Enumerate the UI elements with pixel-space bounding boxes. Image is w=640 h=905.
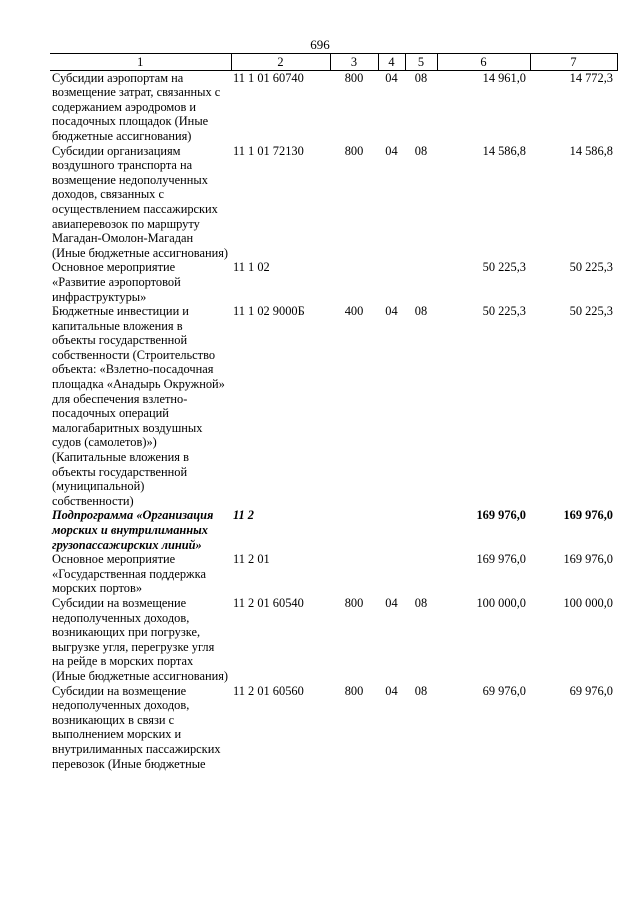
column-header: 7 — [530, 54, 617, 71]
row-subsection — [405, 508, 437, 552]
row-name: Подпрограмма «Организация морских и внутрилиманных грузопассажирских линий» — [52, 508, 214, 552]
row-code: 11 1 02 — [233, 260, 270, 275]
table-row — [50, 260, 617, 304]
row-expense-type: 800 — [344, 70, 364, 85]
column-header: 1 — [50, 54, 231, 71]
table-row — [50, 304, 617, 508]
row-section: 04 — [385, 304, 398, 319]
row-expense-type — [330, 552, 378, 596]
row-amount-1: 69 976,0 — [482, 683, 526, 698]
table-row — [50, 70, 617, 143]
table-row — [50, 552, 617, 596]
row-section: 04 — [385, 595, 398, 610]
row-amount-2: 100 000,0 — [563, 595, 613, 610]
row-subsection: 08 — [414, 70, 428, 85]
row-expense-type — [330, 508, 378, 552]
row-subsection: 08 — [414, 595, 428, 610]
row-expense-type: 800 — [344, 595, 364, 610]
row-code: 11 1 01 60740 — [233, 70, 304, 85]
row-amount-2: 14 586,8 — [569, 143, 613, 158]
row-code: 11 1 02 9000Б — [233, 304, 305, 319]
row-code: 11 1 01 72130 — [233, 143, 304, 158]
row-amount-1: 169 976,0 — [476, 508, 526, 523]
column-header: 6 — [437, 54, 530, 71]
row-name: Субсидии на возмещение недополученных доходов, возникающих в связи с выполнением морских и внутрилиманных пассажирских перевозок (Иные бюджетные — [52, 683, 221, 771]
column-header: 4 — [378, 54, 405, 71]
row-amount-2: 69 976,0 — [569, 683, 613, 698]
row-amount-2: 50 225,3 — [569, 304, 613, 319]
row-amount-2: 50 225,3 — [569, 260, 613, 275]
row-name: Основное мероприятие «Развитие аэропортовой инфраструктуры» — [52, 260, 181, 304]
row-section — [378, 552, 405, 596]
row-amount-1: 14 586,8 — [482, 143, 526, 158]
row-amount-2: 14 772,3 — [569, 70, 613, 85]
row-expense-type — [330, 260, 378, 304]
row-amount-1: 169 976,0 — [476, 552, 526, 567]
row-amount-2: 169 976,0 — [563, 552, 613, 567]
table-row — [50, 684, 617, 772]
column-header: 3 — [330, 54, 378, 71]
row-expense-type: 400 — [344, 304, 364, 319]
row-subsection — [405, 552, 437, 596]
row-amount-1: 14 961,0 — [482, 70, 526, 85]
row-expense-type: 800 — [344, 143, 364, 158]
row-section — [378, 260, 405, 304]
column-header: 5 — [405, 54, 437, 71]
row-name: Субсидии на возмещение недополученных доходов, возникающих при погрузке, выгрузке угля, перегрузке угля на рейде в морских портах (Иные бюджетные ассигнования) — [52, 595, 229, 683]
row-section — [378, 508, 405, 552]
row-amount-2: 169 976,0 — [563, 508, 613, 523]
row-subsection: 08 — [414, 304, 428, 319]
row-name: Основное мероприятие «Государственная поддержка морских портов» — [52, 552, 206, 596]
row-code: 11 2 01 60560 — [233, 683, 304, 698]
row-name: Субсидии аэропортам на возмещение затрат, связанных с содержанием аэродромов и посадочных площадок (Иные бюджетные ассигнования) — [52, 70, 221, 143]
table-row — [50, 596, 617, 684]
row-subsection: 08 — [414, 143, 428, 158]
table-row — [50, 144, 617, 261]
table-header-row — [50, 54, 617, 71]
row-code: 11 2 — [233, 508, 254, 523]
row-amount-1: 100 000,0 — [476, 595, 526, 610]
row-section: 04 — [385, 143, 398, 158]
row-code: 11 2 01 60540 — [233, 595, 304, 610]
column-header: 2 — [231, 54, 330, 71]
row-amount-1: 50 225,3 — [482, 260, 526, 275]
row-expense-type: 800 — [344, 683, 364, 698]
row-section: 04 — [385, 70, 398, 85]
page-number: 696 — [310, 37, 330, 52]
budget-table — [50, 53, 618, 771]
row-amount-1: 50 225,3 — [482, 304, 526, 319]
row-name: Бюджетные инвестиции и капитальные вложения в объекты государственной собственности (Строительство объекта: «Взлетно-посадочная площадка «Анадырь Окружной» для обеспечения взлетно-посадочных операций малогабаритных воздушных судов (самолетов)») (Капитальные вложения в объекты государственной (муниципальной) собственности) — [52, 304, 225, 508]
row-name: Субсидии организациям воздушного транспорта на возмещение недополученных доходов, связанных с осуществлением пассажирских авиаперевозок по маршруту Магадан-Омолон-Магадан (Иные бюджетные ассигнования) — [52, 143, 229, 260]
row-section: 04 — [385, 683, 398, 698]
table-row — [50, 508, 617, 552]
row-subsection — [405, 260, 437, 304]
row-subsection: 08 — [414, 683, 428, 698]
row-code: 11 2 01 — [233, 552, 270, 567]
